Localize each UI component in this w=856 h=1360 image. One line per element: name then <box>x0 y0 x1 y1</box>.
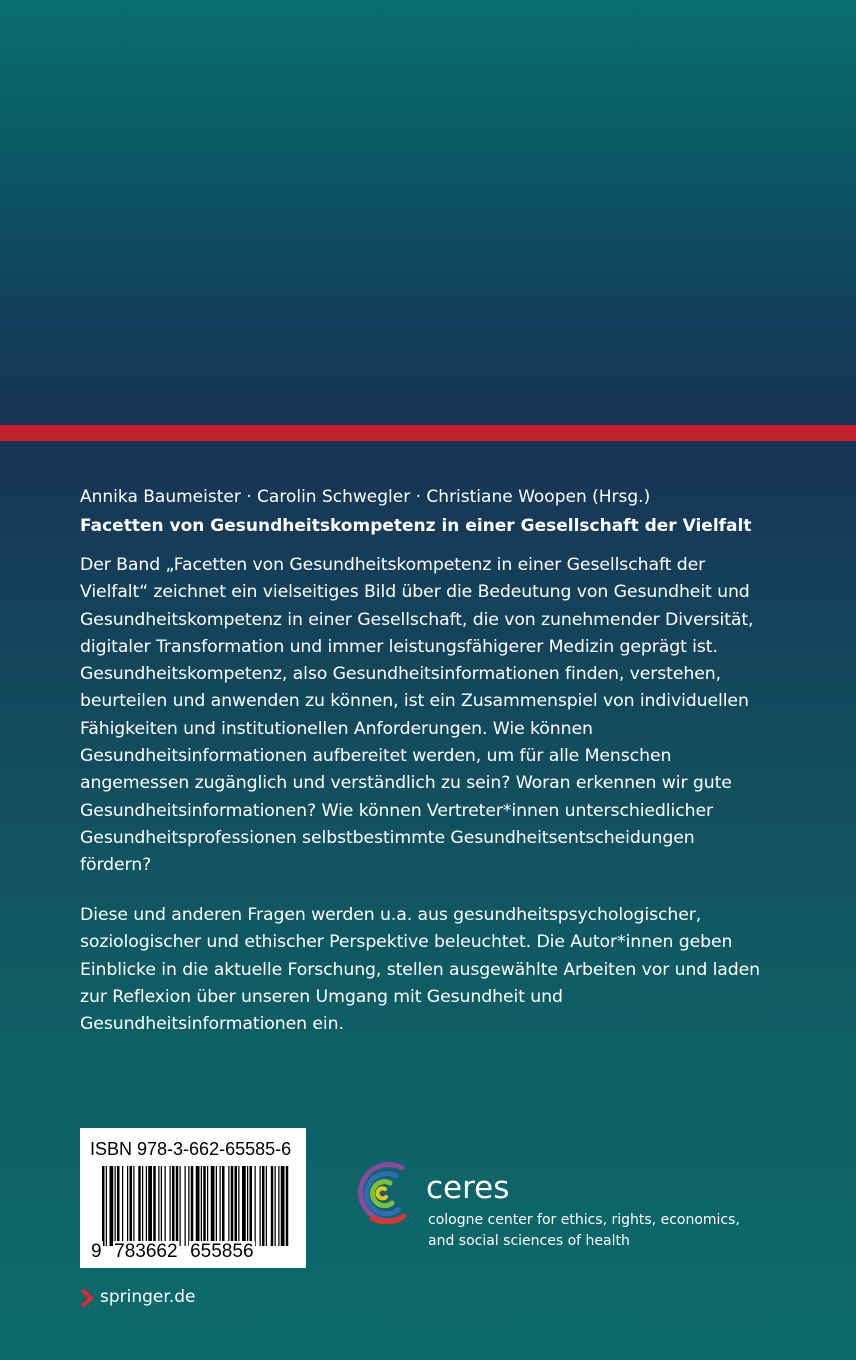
blurb-paragraph-1: Der Band „Facetten von Gesundheitskompetenz in einer Gesellschaft der Vielfalt“ zeichnet ein vielseitiges Bild über die Bedeutung von Gesundheit und Gesundheitskompetenz in einer Gesellschaft, die von zunehmender Diversität, digitaler Transformation und immer leistungsfähigerer Medizin geprägt ist. Gesundheitskompetenz, also Gesundheitsinformationen finden, verstehen, beurteilen und anwenden zu können, ist ein Zusammenspiel von individuellen Fähigkeiten und institutionellen Anforderungen. Wie können Gesundheitsinformationen aufbereitet werden, um für alle Menschen angemessen zugänglich und verständlich zu sein? Woran erkennen wir gute Gesundheitsinformationen? Wie können Vertreter*innen unterschiedlicher Gesundheitsprofessionen selbstbestimmte Gesundheitsentscheidungen fördern? <box>80 555 754 876</box>
isbn-barcode <box>80 1128 306 1268</box>
red-stripe <box>0 425 856 441</box>
barcode-digits <box>90 1240 298 1264</box>
ceres-name: ceres <box>426 1170 510 1206</box>
isbn-label: ISBN 978-3-662-65585-6 <box>90 1139 292 1159</box>
book-title: Facetten von Gesundheitskompetenz in einer Gesellschaft der Vielfalt <box>80 516 752 536</box>
springer-chevron-icon <box>80 1288 94 1308</box>
cover-top-band <box>0 0 856 425</box>
barcode-digit-first: 9 <box>91 1241 102 1262</box>
blurb-paragraph-2: Diese und anderen Fragen werden u.a. aus gesundheitspsychologischer, soziologischer und ethischer Perspektive beleuchtet. Die Autor*innen geben Einblicke in die aktuelle Forschung, stellen ausgewählte Arbeiten vor und laden zur Reflexion über unseren Umgang mit Gesundheit und Gesundheitsinformationen ein. <box>80 905 761 1035</box>
ceres-logo-icon <box>352 1160 414 1224</box>
barcode-digits-right: 655856 <box>190 1241 254 1262</box>
ceres-subtitle: cologne center for ethics, rights, economics, and social sciences of health <box>428 1212 740 1249</box>
editors-line: Annika Baumeister · Carolin Schwegler · Christiane Woopen (Hrsg.) <box>80 487 651 507</box>
publisher-url: springer.de <box>100 1287 196 1307</box>
barcode-digits-left: 783662 <box>114 1241 178 1262</box>
